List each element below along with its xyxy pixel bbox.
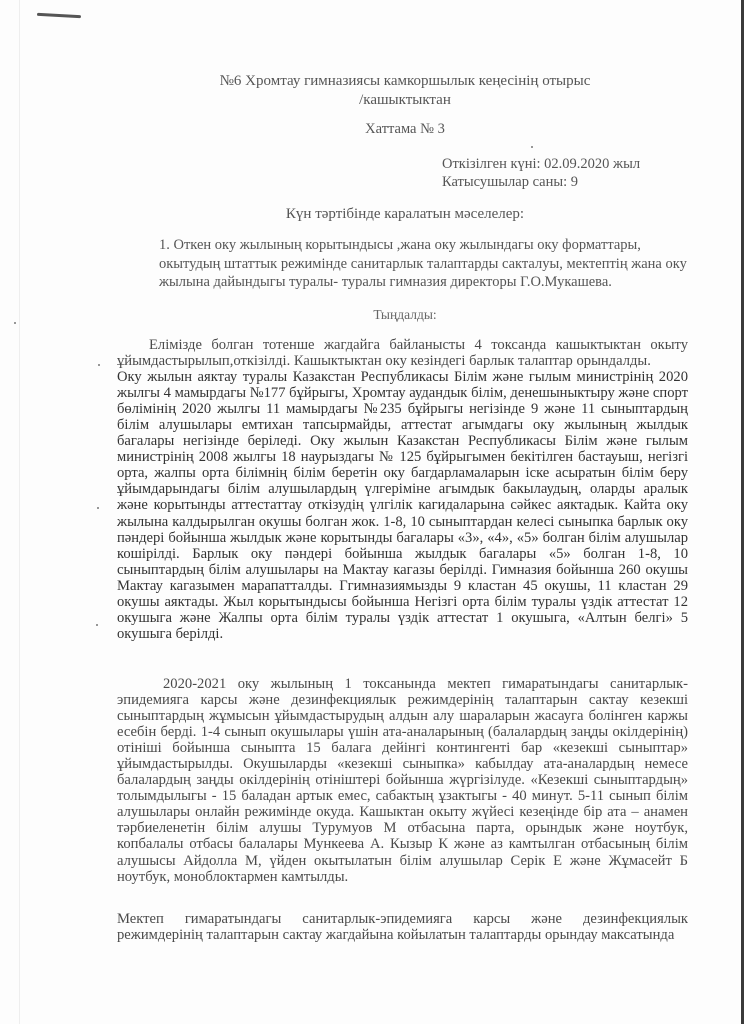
title-line-1: №6 Хромтау гимназиясы камкоршылык кеңесінің отырыс — [219, 73, 591, 89]
agenda-heading: Күн тәртібінде каралатын мәселелер: — [285, 206, 525, 222]
scan-speck — [531, 146, 533, 148]
paragraph-intro: Елімізде болган тотенше жагдайга байланысты 4 токсанда кашыктыктан окыту ұйымдастырылып,откізілді. Кашыктыктан оку кезіндегі барлык талаптар орындалды. — [117, 337, 688, 370]
scan-speck — [14, 322, 16, 324]
heard-heading: Тыңдалды: — [373, 307, 437, 322]
scan-speck — [96, 624, 98, 626]
document-title — [120, 72, 690, 110]
participants-count: Катысушылар саны: 9 — [442, 174, 579, 190]
pen-mark — [37, 13, 81, 18]
paragraph-new-year: 2020-2021 оку жылының 1 токсанында мектеп гимаратындагы санитарлык-эпидемияга карсы және дезинфекциялык режимдерінің талаптарын сактау кезекші сыныптардың жұмысын ұйымдастырудың алдын алу шараларын жасауга болінген каржы есебін берді. 1-4 сынып окушылары үшін ата-аналарының (балалардың заңды окілдерінің) отініші бойынша сыныпта 15 балага дейінгі контингенті бар «кезекші сыныптар» ұйымдастырылды. Окушыларды «кезекші сыныпка» кабылдау ата-аналардың немесе балалардың заңды окілдерінің отініштері бойынша жүргізілуде. «Кезекші сыныптардың» толымдылыгы - 15 баладан артык емес, сабактың ұзактыгы - 40 минут. 5-11 сынып білім алушылары онлайн режимінде окуда. Кашыктан окыту жүйесі кезеңінде бір ата – анамен тәрбиеленетін білім алушы Турумуов М отбасына парта, орындык және ноутбук, копбалалы отбасы балалары Мункеева А. Кызыр К және аз камтылган отбасының білім алушысы Айдолла М, үйден окытылатын білім алушылар Серік Е және Жұмасейт Б ноутбук, моноблоктармен камтылды. — [117, 676, 688, 885]
scan-edge-line — [19, 0, 20, 1024]
paragraph-body: Оку жылын аяктау туралы Казакстан Республикасы Білім және гылым министрінің 2020 жылгы 4 мамырдагы №177 бұйрыгы, Хромтау аудандык білім, денешыныктыру және спорт бөлімінің 2020 жылгы 11 мамырдагы №235 бұйрыгы негізінде 9 және 11 сыныптардың білім алушылары емтихан тапсырмайды, аттестат агымдагы оку жылының жылдык багалары негізінде беріледі. Оку жылын Казакстан Республикасы Білім және гылым министрінің 2008 жылгы 18 наурыздагы № 125 бұйрыгымен бекітілген бастауыш, негізгі орта, жалпы орта білімнің білім беретін оку багдарламаларын іске асыратын білім беру ұйымдарындагы білім алушылардың үлгеріміне агымдык бакылаудың, оларды аралык және корытынды аттестаттау откізудің үлгілік кагидаларына сәйкес аяктадык. Кайта оку жылына калдырылган окушы болган жок. 1-8, 10 сыныптардан келесі сыныпка барлык оку пәндері бойынша жылдык және корытынды багалары «3», «4», «5» болган білім алушылар кошірілді. Барлык оку пәндері бойынша жылдык багалары «5» болган 1-8, 10 сыныптардың білім алушылары на Мактау кагазы берілді. Гимназия бойынша 260 окушы Мактау кагазымен марапатталды. Ггимназиямызды 9 кластан 45 окушы, 11 кластан 29 окушы аяктады. Жыл корытындысы бойынша Негізгі орта білім туралы үздік аттестат 12 окушыга және Жалпы орта білім туралы үздік аттестат 1 окушыга, «Алтын белгі» 5 окушыга берілді. — [117, 369, 688, 642]
scan-speck — [98, 364, 100, 366]
paragraph-sanitary: Мектеп гимаратындагы санитарлык-эпидемияга карсы және дезинфекциялык режимдерінің талаптарын сактау жагдайына койылатын талаптарды орындау максатында — [117, 911, 688, 944]
agenda-item: 1. Откен оку жылының корытындысы ,жана оку жылындагы оку форматтары, окытудың штаттык режимінде санитарлык талаптарды сакталуы, мектептің жана оку жылына дайындыгы туралы- туралы гимназия директоры Г.О.Мукашева. — [159, 237, 687, 290]
meeting-meta — [442, 155, 640, 191]
title-line-2: /кашыктыктан — [359, 92, 451, 108]
meeting-date: Откізілген күні: 02.09.2020 жыл — [442, 156, 641, 172]
scan-speck — [97, 507, 99, 509]
protocol-number: Хаттама № 3 — [365, 121, 445, 137]
paragraph-results — [117, 337, 688, 642]
